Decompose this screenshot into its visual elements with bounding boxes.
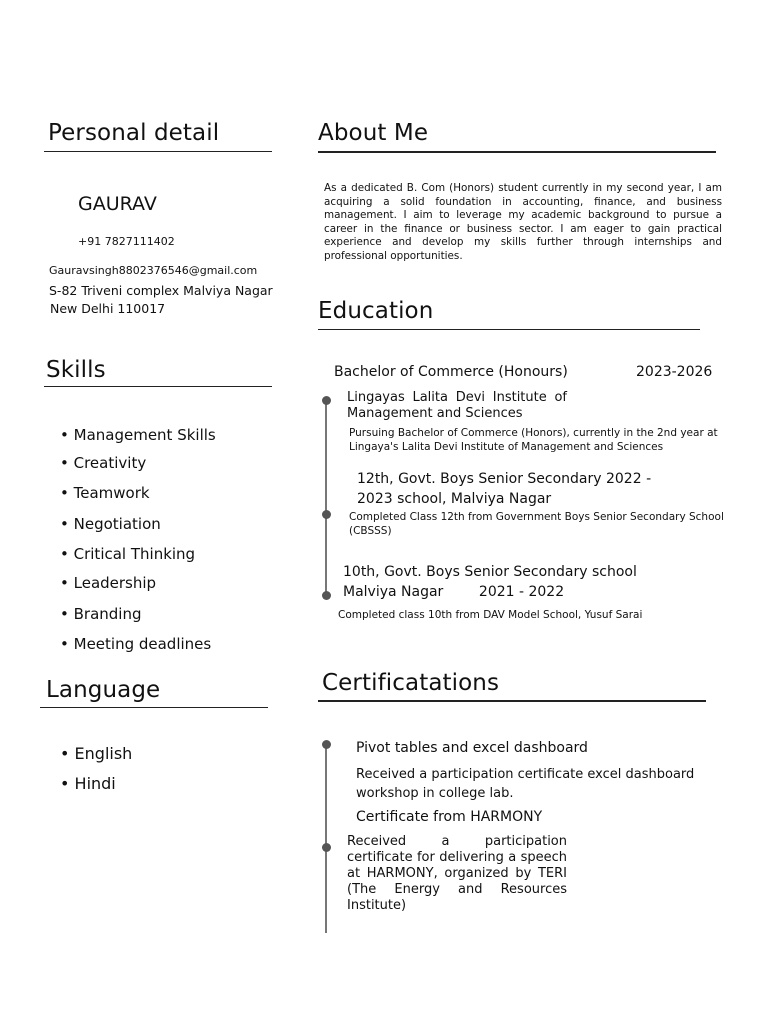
timeline-dot-icon (322, 843, 331, 852)
address-line-1: S-82 Triveni complex Malviya Nagar (49, 283, 273, 298)
education-degree-years: 2023-2026 (636, 364, 713, 380)
skill-item: • Branding (60, 605, 142, 623)
education-rule (318, 329, 700, 330)
skill-item: • Creativity (60, 454, 147, 472)
about-me-heading: About Me (318, 120, 429, 146)
education-institution: Lingayas Lalita Devi Institute of Management and Sciences (347, 390, 567, 421)
skill-item: • Leadership (60, 574, 157, 592)
language-item: • Hindi (60, 774, 116, 793)
education-degree-title: Bachelor of Commerce (Honours) (334, 364, 568, 380)
skill-item: • Teamwork (60, 484, 150, 502)
skill-item: • Meeting deadlines (60, 635, 212, 653)
phone-number: +91 7827111402 (78, 235, 175, 248)
language-rule (40, 707, 268, 708)
education-10th-description: Completed class 10th from DAV Model School, Yusuf Sarai (338, 609, 643, 621)
address-line-2: New Delhi 110017 (50, 301, 166, 316)
timeline-dot-icon (322, 591, 331, 600)
about-me-rule (318, 151, 716, 153)
certification-1-title: Pivot tables and excel dashboard (356, 740, 588, 756)
certifications-timeline-line (325, 745, 327, 933)
education-timeline-line (325, 400, 327, 596)
certification-2-description: Received a participation certificate for delivering a speech at HARMONY, organized by TERI (The Energy and Resources Institute) (347, 834, 567, 913)
skill-item: • Negotiation (60, 515, 161, 533)
language-heading: Language (46, 677, 161, 703)
skill-item: • Critical Thinking (60, 545, 196, 563)
timeline-dot-icon (322, 510, 331, 519)
language-item: • English (60, 744, 133, 763)
candidate-name: GAURAV (78, 193, 157, 215)
personal-detail-rule (44, 151, 272, 152)
about-me-text: As a dedicated B. Com (Honors) student currently in my second year, I am acquiring a solid foundation in accounting, finance, and business management. I aim to leverage my academic background to pursue a career in the finance or business sector. I am eager to gain practical experience and develop my skills further through internships and professional opportunities. (324, 182, 722, 262)
education-10th-title: 10th, Govt. Boys Senior Secondary school Malviya Nagar 2021 - 2022 (343, 564, 642, 600)
certifications-heading: Certificatations (322, 670, 500, 696)
personal-detail-heading: Personal detail (48, 120, 220, 146)
timeline-dot-icon (322, 740, 331, 749)
skills-rule (44, 386, 272, 387)
certifications-rule (318, 700, 706, 702)
education-12th-title: 12th, Govt. Boys Senior Secondary 2022 - 2023 school, Malviya Nagar (357, 471, 652, 507)
skill-item: • Management Skills (60, 426, 216, 444)
education-12th-description: Completed Class 12th from Government Boys Senior Secondary School (CBSSS) (349, 511, 724, 537)
certification-1-description: Received a participation certificate excel dashboard workshop in college lab. (356, 767, 695, 801)
timeline-dot-icon (322, 396, 331, 405)
email-address: Gauravsingh8802376546@gmail.com (49, 264, 258, 277)
certification-2-title: Certificate from HARMONY (356, 809, 543, 825)
skills-heading: Skills (46, 357, 106, 383)
education-degree-description: Pursuing Bachelor of Commerce (Honors), currently in the 2nd year at Lingaya's Lalita Devi Institute of Management and Sciences (349, 427, 718, 453)
education-heading: Education (318, 298, 434, 324)
